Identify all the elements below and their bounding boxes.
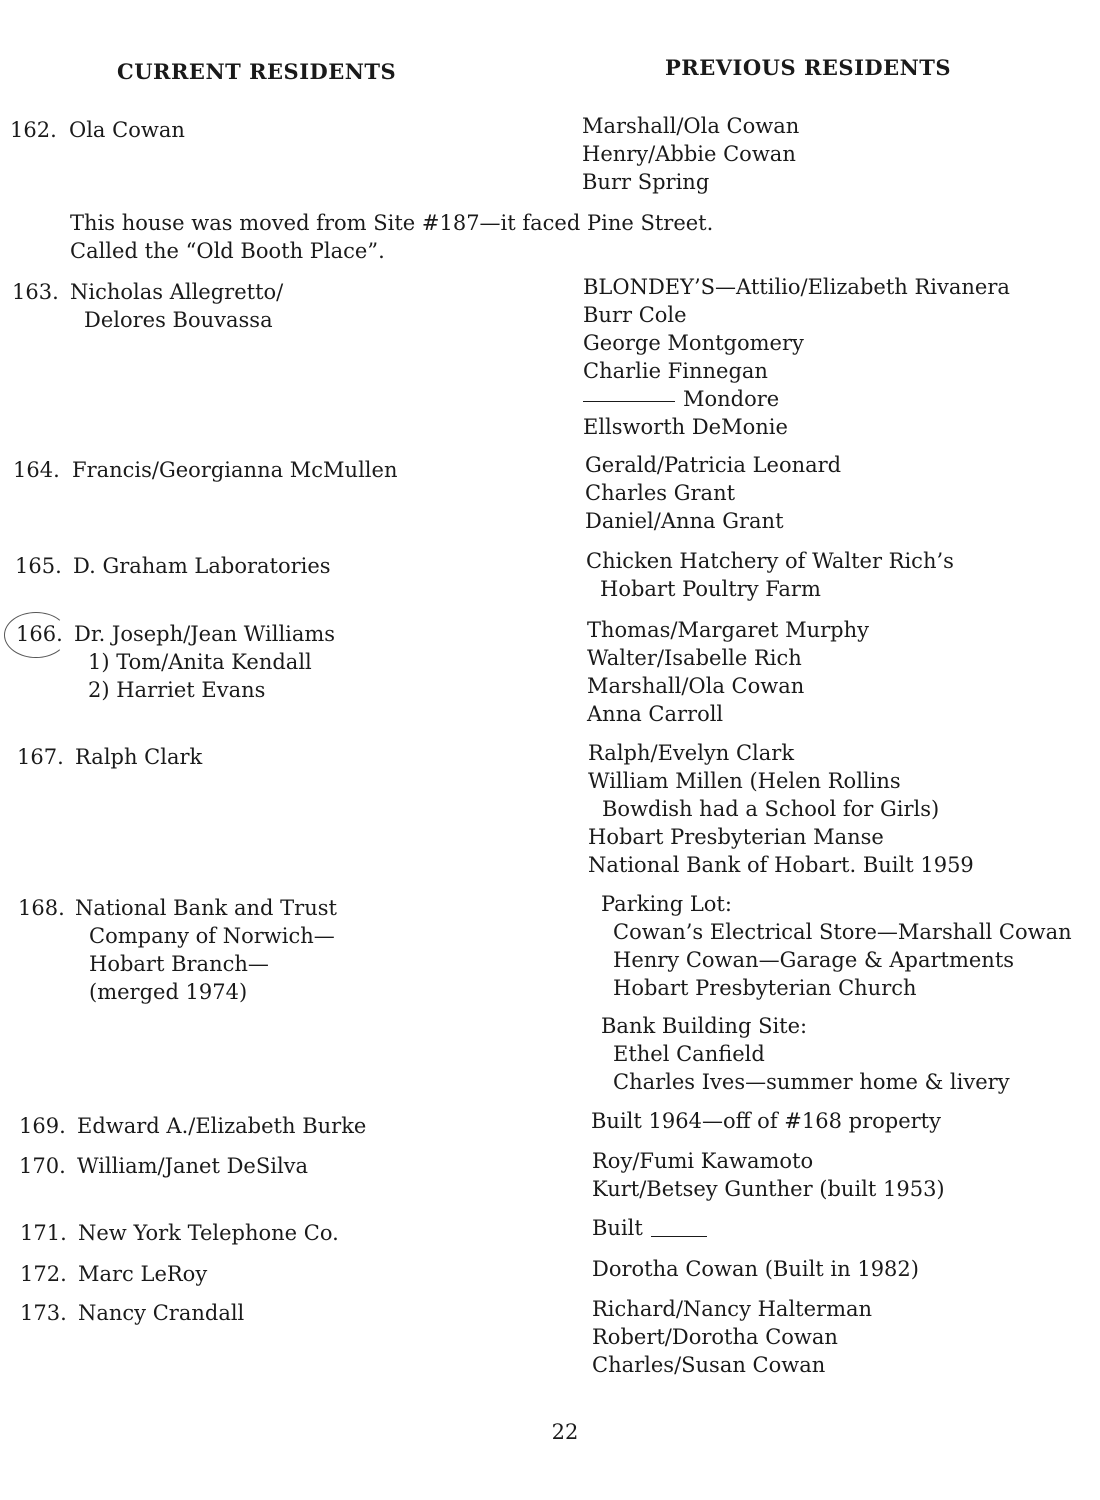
group-label-bank-building-site: Bank Building Site:: [601, 1014, 808, 1038]
previous-resident: Built: [592, 1216, 643, 1240]
previous-resident: Chicken Hatchery of Walter Rich’s: [586, 549, 954, 573]
entry-number: 167.: [17, 745, 64, 769]
previous-residents: [587, 616, 1100, 728]
previous-residents: [583, 273, 1100, 441]
previous-residents: [588, 739, 1100, 879]
previous-resident: Hobart Poultry Farm: [600, 577, 821, 601]
current-residents: [78, 1219, 578, 1247]
previous-resident: Daniel/Anna Grant: [585, 509, 784, 533]
current-resident: D. Graham Laboratories: [73, 554, 331, 578]
entry-number: 169.: [19, 1114, 66, 1138]
current-resident: Hobart Branch—: [89, 952, 269, 976]
entry-number: 171.: [20, 1221, 67, 1245]
previous-residents: [589, 890, 1099, 1096]
previous-resident: BLONDEY’S—Attilio/Elizabeth Rivanera: [583, 275, 1010, 299]
current-residents: [69, 116, 569, 144]
previous-residents: [592, 1295, 1100, 1379]
current-resident: 1) Tom/Anita Kendall: [88, 650, 312, 674]
previous-resident: Walter/Isabelle Rich: [587, 646, 802, 670]
previous-resident: Marshall/Ola Cowan: [582, 114, 800, 138]
previous-residents: [591, 1107, 1100, 1135]
group-label-parking-lot: Parking Lot:: [601, 892, 732, 916]
previous-resident: Roy/Fumi Kawamoto: [592, 1149, 814, 1173]
entry-number: 164.: [13, 458, 60, 482]
current-residents: [73, 552, 573, 580]
previous-resident: Robert/Dorotha Cowan: [592, 1325, 838, 1349]
previous-resident: Cowan’s Electrical Store—Marshall Cowan: [613, 920, 1072, 944]
entry-number: 170.: [19, 1154, 66, 1178]
current-resident: Marc LeRoy: [78, 1262, 208, 1286]
previous-resident: Marshall/Ola Cowan: [587, 674, 805, 698]
current-residents: [77, 1152, 577, 1180]
current-residents: [78, 1260, 578, 1288]
previous-resident: Charlie Finnegan: [583, 359, 768, 383]
current-resident: William/Janet DeSilva: [77, 1154, 309, 1178]
current-resident: Company of Norwich—: [89, 924, 335, 948]
current-resident: Edward A./Elizabeth Burke: [77, 1114, 367, 1138]
entry-number: 162.: [10, 118, 57, 142]
current-resident: Nicholas Allegretto/: [70, 280, 284, 304]
previous-resident: Hobart Presbyterian Manse: [588, 825, 884, 849]
previous-residents: [586, 547, 1100, 603]
current-resident: Delores Bouvassa: [84, 308, 273, 332]
blank-line: [583, 401, 675, 402]
previous-resident: Gerald/Patricia Leonard: [585, 453, 842, 477]
current-resident: Francis/Georgianna McMullen: [72, 458, 398, 482]
previous-residents: [582, 112, 1100, 196]
entry-number: 168.: [18, 896, 65, 920]
current-resident: (merged 1974): [89, 980, 248, 1004]
current-resident: National Bank and Trust: [75, 896, 337, 920]
current-residents: [77, 1112, 577, 1140]
header-previous-residents: PREVIOUS RESIDENTS: [665, 55, 952, 80]
previous-resident: George Montgomery: [583, 331, 804, 355]
previous-resident: Kurt/Betsey Gunther (built 1953): [592, 1177, 945, 1201]
previous-resident: Built 1964—off of #168 property: [591, 1109, 941, 1133]
previous-resident: Anna Carroll: [587, 702, 724, 726]
previous-resident: Burr Cole: [583, 303, 687, 327]
previous-resident-blank-first-name: [583, 385, 1100, 413]
previous-resident: Thomas/Margaret Murphy: [587, 618, 869, 642]
entry-note: [70, 209, 870, 265]
group-spacer: [589, 1002, 1099, 1012]
previous-resident-surname: Mondore: [683, 387, 780, 411]
previous-residents: [592, 1255, 1100, 1283]
current-residents: [72, 456, 572, 484]
current-resident: Ola Cowan: [69, 118, 185, 142]
previous-resident-built-blank: [592, 1214, 1100, 1242]
note-line: Called the “Old Booth Place”.: [70, 239, 385, 263]
entry-number: 166.: [16, 622, 63, 646]
current-resident: Ralph Clark: [75, 745, 203, 769]
previous-resident: Dorotha Cowan (Built in 1982): [592, 1257, 919, 1281]
entry-number: 172.: [20, 1262, 67, 1286]
current-residents: [74, 620, 574, 704]
page-number: 22: [551, 1420, 579, 1444]
previous-resident: Henry Cowan—Garage & Apartments: [613, 948, 1015, 972]
previous-resident: Hobart Presbyterian Church: [613, 976, 917, 1000]
previous-resident: Ralph/Evelyn Clark: [588, 741, 795, 765]
current-residents: [75, 743, 575, 771]
current-resident: New York Telephone Co.: [78, 1221, 339, 1245]
previous-resident: Richard/Nancy Halterman: [592, 1297, 873, 1321]
previous-resident: Henry/Abbie Cowan: [582, 142, 796, 166]
note-line: This house was moved from Site #187—it faced Pine Street.: [70, 211, 714, 235]
current-residents: [78, 1299, 578, 1327]
previous-residents: [585, 451, 1100, 535]
entry-number: 163.: [12, 280, 59, 304]
previous-resident: Ethel Canfield: [613, 1042, 765, 1066]
previous-resident: Charles Ives—summer home & livery: [613, 1070, 1010, 1094]
previous-resident: William Millen (Helen Rollins: [588, 769, 901, 793]
previous-resident: Bowdish had a School for Girls): [602, 797, 940, 821]
entry-number: 173.: [20, 1301, 67, 1325]
blank-line: [651, 1236, 707, 1237]
previous-residents: [592, 1147, 1100, 1203]
previous-resident: Charles/Susan Cowan: [592, 1353, 826, 1377]
current-resident: Dr. Joseph/Jean Williams: [74, 622, 336, 646]
current-resident: Nancy Crandall: [78, 1301, 245, 1325]
current-residents: [70, 278, 570, 334]
header-current-residents: CURRENT RESIDENTS: [117, 59, 397, 84]
previous-resident: National Bank of Hobart. Built 1959: [588, 853, 974, 877]
current-residents: [75, 894, 575, 1006]
previous-residents: [592, 1214, 1100, 1242]
previous-resident: Charles Grant: [585, 481, 736, 505]
current-resident: 2) Harriet Evans: [88, 678, 266, 702]
previous-resident: Ellsworth DeMonie: [583, 415, 788, 439]
entry-number: 165.: [15, 554, 62, 578]
previous-resident: Burr Spring: [582, 170, 710, 194]
